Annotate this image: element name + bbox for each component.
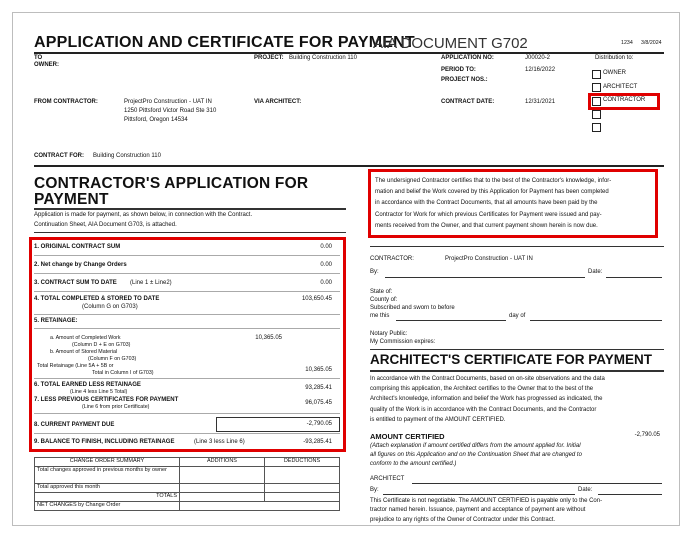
owner-label: OWNER:	[34, 62, 59, 68]
line-9-label: 9. BALANCE TO FINISH, INCLUDING RETAINAGE	[34, 439, 175, 445]
line-divider	[34, 433, 340, 434]
change-order-net: NET CHANGES by Change Order	[35, 502, 180, 511]
contractor-highlight-box	[588, 93, 660, 110]
architect-certificate-text: In accordance with the Contract Documents, based on on-site observations and the data comprising this application, the Architect certifies to the Owner that to the best of the Architect's knowledge, information and belief the Work has progressed as indicated, the quality of the Work is in accordance with the Contract Documents, and the Contractor is entitled to payment of the AMOUNT CERTIFIED.	[370, 376, 605, 423]
from-contractor-label: FROM CONTRACTOR:	[34, 99, 98, 105]
line-9-value: -93,285.41	[303, 439, 332, 445]
line-divider	[34, 273, 340, 274]
line-divider	[34, 255, 340, 256]
blank-checkbox-2[interactable]	[592, 123, 601, 132]
section-rule	[34, 165, 664, 167]
line-1-label: 1. ORIGINAL CONTRACT SUM	[34, 244, 121, 250]
amount-certified-value: -2,790.05	[634, 432, 660, 438]
notary-public-label: Notary Public:	[370, 331, 408, 337]
line-5a-value: 10,365.05	[255, 335, 282, 341]
change-order-row-this-month: Total approved this month	[35, 484, 180, 493]
application-intro-rule	[34, 232, 346, 233]
owner-checkbox-label: OWNER	[603, 70, 626, 76]
from-contractor-line3: Pittsford, Oregon 14534	[124, 117, 188, 123]
line-3-label: 3. CONTRACT SUM TO DATE	[34, 280, 117, 286]
line-3-value: 0.00	[320, 280, 332, 286]
project-value: Building Construction 110	[289, 55, 357, 61]
application-no-value: J00020-2	[525, 55, 551, 61]
line-2-label: 2. Net change by Change Orders	[34, 262, 127, 268]
line-6-label: 6. TOTAL EARNED LESS RETAINAGE	[34, 382, 141, 388]
change-order-row-previous: Total changes approved in previous months by owner	[35, 467, 180, 484]
header-rule	[34, 52, 664, 54]
contractor-date-label: Date:	[588, 269, 603, 275]
change-order-totals: TOTALS	[35, 493, 180, 502]
line-5a-label: a. Amount of Completed Work	[50, 335, 121, 341]
day-of-label: day of	[509, 313, 526, 319]
line-3-note: (Line 1 ± Line2)	[130, 280, 172, 286]
additions-header: ADDITIONS	[180, 458, 265, 467]
contract-for-value: Building Construction 110	[93, 153, 161, 159]
line-6-value: 93,285.41	[305, 385, 332, 391]
project-label: PROJECT:	[254, 55, 284, 61]
line-8-value: -2,790.05	[306, 421, 332, 427]
line-5-label: 5. RETAINAGE:	[34, 318, 78, 324]
application-heading-line1: CONTRACTOR'S APPLICATION FOR	[34, 175, 309, 192]
contract-date-label: CONTRACT DATE:	[441, 99, 495, 105]
line-7-value: 96,075.45	[305, 400, 332, 406]
contractor-by-label: By:	[370, 269, 379, 275]
aia-document-label: AIA DOCUMENT G702	[373, 35, 528, 52]
application-heading-line2: PAYMENT	[34, 191, 109, 208]
owner-checkbox[interactable]	[592, 70, 601, 79]
application-heading-rule	[34, 208, 346, 210]
from-contractor-line1: ProjectPro Construction - UAT IN	[124, 99, 212, 105]
line-divider	[34, 413, 340, 414]
line-5a-note: (Column D + E on G703)	[72, 342, 131, 348]
architect-section-rule	[370, 349, 664, 350]
line-8-label: 8. CURRENT PAYMENT DUE	[34, 422, 115, 428]
deductions-header: DEDUCTIONS	[265, 458, 340, 467]
line-4-label: 4. TOTAL COMPLETED & STORED TO DATE	[34, 296, 160, 302]
line-4-note: (Column G on G703)	[82, 304, 138, 310]
line-5b-note: (Column F on G703)	[88, 356, 137, 362]
page-code: 1234	[621, 40, 633, 46]
architect-label: ARCHITECT	[370, 476, 405, 482]
line-4-value: 103,650.45	[301, 296, 332, 302]
contractor-date-line[interactable]	[606, 277, 662, 278]
day-of-line[interactable]	[530, 320, 662, 321]
architect-by-label: By:	[370, 487, 379, 493]
line-2-value: 0.00	[320, 262, 332, 268]
contractor-sign-value: ProjectPro Construction - UAT IN	[445, 256, 533, 262]
blank-checkbox-1[interactable]	[592, 110, 601, 119]
certification-rule	[370, 246, 664, 247]
line-9-note: (Line 3 less Line 6)	[194, 439, 245, 445]
line-divider	[34, 378, 340, 379]
amount-certified-note: (Attach explanation if amount certified differs from the amount applied for. Initial all figures on this Application and on the Continuation Sheet that are changed to conform to the amount certified.)	[370, 443, 582, 467]
line-divider	[34, 314, 340, 315]
total-retainage-value: 10,365.05	[305, 367, 332, 373]
line-divider	[34, 328, 340, 329]
to-label: TO	[34, 55, 43, 61]
commission-expires-label: My Commission expires:	[370, 339, 436, 345]
contract-for-label: CONTRACT FOR:	[34, 153, 84, 159]
distribution-label: Distribution to:	[595, 55, 634, 61]
architect-date-line[interactable]	[598, 494, 662, 495]
total-retainage-note: Total in Column I of G703)	[92, 370, 154, 376]
application-intro-1: Application is made for payment, as shown below, in connection with the Contract.	[34, 212, 253, 218]
total-retainage-label: Total Retainage (Line 5A + 5B or	[37, 363, 114, 369]
architect-name-line[interactable]	[412, 483, 662, 484]
change-order-summary-table	[34, 457, 340, 511]
architect-checkbox[interactable]	[592, 83, 601, 92]
contractor-sign-label: CONTRACTOR:	[370, 256, 414, 262]
line-1-value: 0.00	[320, 244, 332, 250]
contractor-certification-text: The undersigned Contractor certifies that to the best of the Contractor's knowledge, infor- mation and belief the Work covered by this Application for Payment has been completed in accordance with the Contract Documents, that all amounts have been paid by the Contractor for Work for which previous Certificates for Payment were issued and pay- ments received from the Owner, and that current payment shown herein is now due.	[375, 178, 612, 229]
architect-date-label: Date:	[578, 487, 593, 493]
amount-certified-label: AMOUNT CERTIFIED	[370, 432, 445, 441]
period-to-value: 12/16/2022	[525, 67, 556, 73]
certificate-footer-text: This Certificate is not negotiable. The AMOUNT CERTIFIED is payable only to the Con- tractor named herein. Issuance, payment and acceptance of payment are without prejudice to any rights of the Owner of Contractor under this Contract.	[370, 498, 603, 523]
from-contractor-line2: 1250 Pittsford Victor Road Ste 310	[124, 108, 217, 114]
contract-date-value: 12/31/2021	[525, 99, 556, 105]
architect-certificate-heading: ARCHITECT'S CERTIFICATE FOR PAYMENT	[370, 352, 652, 367]
contractor-checkbox-label: CONTRACTOR	[603, 97, 646, 103]
line-divider	[34, 291, 340, 292]
period-to-label: PERIOD TO:	[441, 67, 476, 73]
form-title: APPLICATION AND CERTIFICATE FOR PAYMENT	[34, 34, 415, 51]
me-this-label: me this	[370, 313, 390, 319]
line-6-note: (Line 4 less Line 5 Total)	[70, 389, 128, 395]
contractor-signature-line[interactable]	[385, 277, 585, 278]
change-order-header: CHANGE ORDER SUMMARY	[35, 458, 180, 467]
architect-heading-rule	[370, 370, 664, 372]
line-5b-label: b. Amount of Stored Material	[50, 349, 118, 355]
line-7-note: (Line 6 from prior Certificate)	[82, 404, 150, 410]
project-nos-label: PROJECT NOS.:	[441, 77, 488, 83]
architect-checkbox-label: ARCHITECT	[603, 84, 638, 90]
application-intro-2: Continuation Sheet, AIA Document G703, is attached.	[34, 222, 177, 228]
architect-signature-line[interactable]	[383, 494, 575, 495]
subscribed-label: Subscribed and sworn to before	[370, 305, 455, 311]
application-no-label: APPLICATION NO:	[441, 55, 494, 61]
line-7-label: 7. LESS PREVIOUS CERTIFICATES FOR PAYMENT	[34, 397, 179, 403]
state-of-label: State of:	[370, 289, 393, 295]
county-of-label: County of:	[370, 297, 398, 303]
via-architect-label: VIA ARCHITECT:	[254, 99, 302, 105]
me-this-line[interactable]	[396, 320, 506, 321]
page-date: 3/8/2024	[641, 40, 662, 46]
